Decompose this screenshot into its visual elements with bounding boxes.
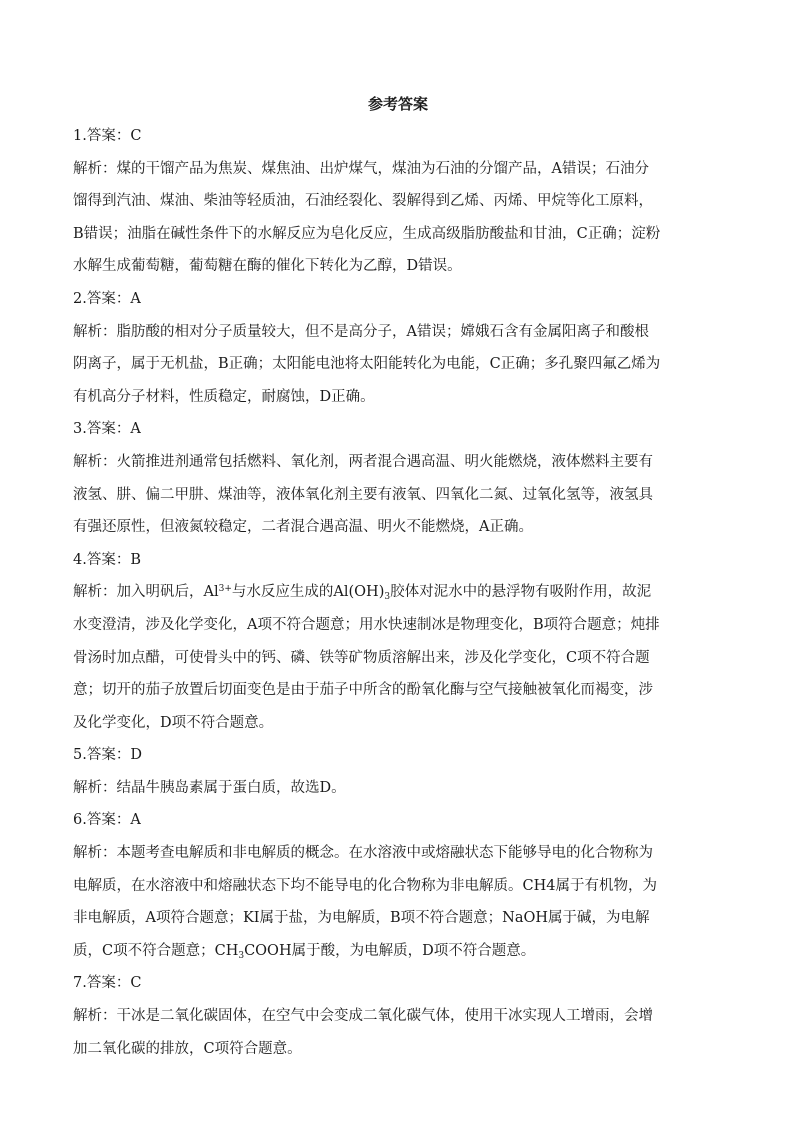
q6-analysis-line: 电解质，在水溶液中和熔融状态下均不能导电的化合物称为非电解质。CH4属于有机物，为 [73,877,657,894]
q3-analysis-line: 解析：火箭推进剂通常包括燃料、氧化剂，两者混合遇高温、明火能燃烧，液体燃料主要有 [73,453,653,470]
q6-analysis-line-formula [73,941,723,961]
q1-analysis-line: 解析：煤的干馏产品为焦炭、煤焦油、出炉煤气，煤油为石油的分馏产品，A错误；石油分 [73,160,649,177]
acetic-acid-part-a: CH [214,942,239,959]
q4-answer: 4.答案：B [73,551,141,568]
q3-analysis-line: 液氢、肼、偏二甲肼、煤油等，液体氧化剂主要有液氧、四氧化二氮、过氧化氢等，液氢具 [73,486,653,503]
q1-analysis-line: 馏得到汽油、煤油、柴油等轻质油，石油经裂化、裂解得到乙烯、丙烯、甲烷等化工原料， [73,193,653,210]
q4-analysis-line: 意；切开的茄子放置后切面变色是由于茄子中所含的酚氧化酶与空气接触被氧化而褐变，涉 [73,682,653,699]
aluminum-hydroxide-formula [333,584,391,603]
q4-analysis-prefix: 解析：加入明矾后， [73,584,204,601]
q6-analysis-line: 解析：本题考查电解质和非电解质的概念。在水溶液中或熔融状态下能够导电的化合物称为 [73,845,653,862]
q5-analysis-line: 解析：结晶牛胰岛素属于蛋白质，故选D。 [73,779,346,796]
q3-analysis-line: 有强还原性，但液氮较稳定，二者混合遇高温、明火不能燃烧，A正确。 [73,519,533,536]
q4-analysis-line: 骨汤时加点醋，可使骨头中的钙、磷、铁等矿物质溶解出来，涉及化学变化，C项不符合题 [73,649,650,666]
q4-analysis-line: 水变澄清，涉及化学变化，A项不符合题意；用水快速制冰是物理变化，B项符合题意；炖排 [73,616,660,633]
q5-answer: 5.答案：D [73,747,142,764]
q1-answer: 1.答案：C [73,128,142,144]
q4-analysis-line: 及化学变化，D项不符合题意。 [73,714,274,731]
hydroxide-symbol: Al(OH) [333,584,385,601]
hydroxide-subscript: 3 [384,592,391,603]
q6-answer: 6.答案：A [73,812,141,829]
q4-analysis-line-formula [73,582,723,602]
acetic-acid-subscript: 3 [238,950,245,961]
q6-analysis-prefix: 质，C项不符合题意； [73,942,215,959]
q6-analysis-line: 非电解质，A项符合题意；KI属于盐，为电解质，B项不符合题意；NaOH属于碱，为电解 [73,910,650,927]
acetic-acid-formula [215,943,292,959]
q2-analysis-line: 解析：脂肪酸的相对分子质量较大，但不是高分子，A错误；嫦娥石含有金属阳离子和酸根 [73,323,649,340]
aluminum-symbol: Al [203,584,219,601]
q2-answer: 2.答案：A [73,290,141,307]
page-title: 参考答案 [367,95,428,113]
aluminum-ion-formula [204,584,232,600]
answer-page [73,94,723,1071]
acetic-acid-part-b: COOH [244,942,292,959]
q1-analysis-line: 水解生成葡萄糖，葡萄糖在酶的催化下转化为乙醇，D错误。 [73,258,462,275]
q7-analysis-line: 解析：干冰是二氧化碳固体，在空气中会变成二氧化碳气体，使用干冰实现人工增雨，会增 [73,1008,653,1025]
q4-analysis-mid: 与水反应生成的 [231,584,334,601]
q7-analysis-line: 加二氧化碳的排放，C项符合题意。 [73,1040,302,1057]
aluminum-charge: 3+ [218,584,232,595]
q6-analysis-suffix: 属于酸，为电解质，D项不符合题意。 [291,942,536,959]
q2-analysis-line: 有机高分子材料，性质稳定，耐腐蚀，D正确。 [73,388,375,405]
q4-analysis-suffix: 胶体对泥水中的悬浮物有吸附作用，故泥 [390,584,652,601]
q1-analysis-line: B错误；油脂在碱性条件下的水解反应为皂化反应，生成高级脂肪酸盐和甘油，C正确；淀粉 [73,225,661,242]
q7-answer: 7.答案：C [73,975,142,992]
q3-answer: 3.答案：A [73,421,141,438]
q2-analysis-line: 阴离子，属于无机盐，B正确；太阳能电池将太阳能转化为电能，C正确；多孔聚四氟乙烯为 [73,356,661,373]
